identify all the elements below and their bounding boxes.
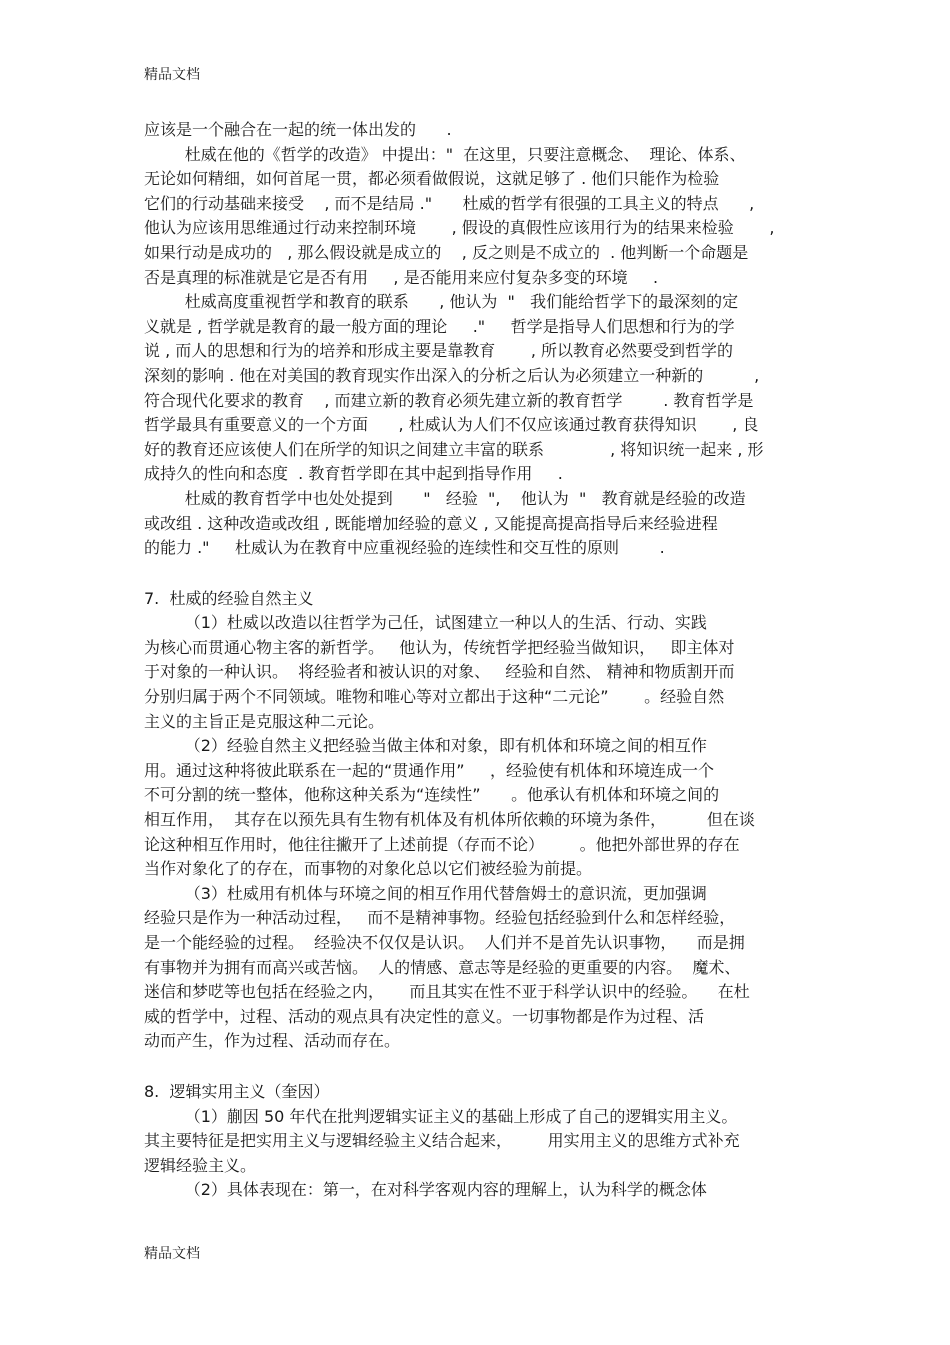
text-line: 为核心而贯通心物主客的新哲学。 他认为，传统哲学把经验当做知识， 即主体对 — [144, 637, 735, 657]
text-line: 否是真理的标准就是它是否有用 , 是否能用来应付复杂多变的环境 . — [144, 267, 659, 287]
text-line: （1）杜威以改造以往哲学为己任，试图建立一种以人的生活、行动、实践 — [144, 613, 707, 633]
text-line: 无论如何精细，如何首尾一贯，都必须看做假说，这就足够了 . 他们只能作为检验 — [144, 169, 720, 189]
text-line: 逻辑经验主义。 — [144, 1155, 257, 1175]
text-line: （3）杜威用有机体与环境之间的相互作用代替詹姆士的意识流，更加强调 — [144, 883, 707, 903]
text-line: 当作对象化了的存在，而事物的对象化总以它们被经验为前提。 — [144, 859, 593, 879]
text-line: （1）蒯因 50 年代在批判逻辑实证主义的基础上形成了自己的逻辑实用主义。 — [144, 1106, 738, 1126]
text-line: 他认为应该用思维通过行动来控制环境 , 假设的真假性应该用行为的结果来检验 , — [144, 218, 775, 238]
section-7-body — [144, 611, 824, 1054]
text-line: 用。通过这种将彼此联系在一起的“贯通作用” ，经验使有机体和环境连成一个 — [144, 760, 715, 780]
text-line: 好的教育还应该使人们在所学的知识之间建立丰富的联系 , 将知识统一起来 , 形 — [144, 439, 764, 459]
text-line: 成持久的性向和态度 . 教育哲学即在其中起到指导作用 . — [144, 464, 563, 484]
text-line: 有事物并为拥有而高兴或苦恼。 人的情感、意志等是经验的更重要的内容。 魔术、 — [144, 957, 741, 977]
text-line: 其主要特征是把实用主义与逻辑经验主义结合起来， 用实用主义的思维方式补充 — [144, 1131, 740, 1151]
text-line: 哲学最具有重要意义的一个方面 , 杜威认为人们不仅应该通过教育获得知识 , 良 — [144, 415, 759, 435]
page-header: 精品文档 — [144, 67, 200, 83]
document-body — [144, 118, 824, 1203]
text-line: 经验只是作为一种活动过程， 而不是精神事物。经验包括经验到什么和怎样经验， — [144, 908, 736, 928]
text-line: 杜威在他的《哲学的改造》 中提出：" 在这里，只要注意概念、 理论、体系、 — [144, 144, 746, 164]
text-line: 是一个能经验的过程。 经验决不仅仅是认识。 人们并不是首先认识事物， 而是拥 — [144, 933, 745, 952]
text-line: 义就是 , 哲学就是教育的最一般方面的理论 ." 哲学是指导人们思想和行为的学 — [144, 316, 735, 336]
section-8-body — [144, 1105, 824, 1203]
text-line: 符合现代化要求的教育 , 而建立新的教育必须先建立新的教育哲学 . 教育哲学是 — [144, 390, 754, 410]
text-line: 如果行动是成功的 , 那么假设就是成立的 , 反之则是不成立的 . 他判断一个命题是 — [144, 242, 749, 262]
text-line: 动而产生，作为过程、活动而存在。 — [144, 1031, 401, 1051]
text-line: 应该是一个融合在一起的统一体出发的 . — [144, 120, 452, 139]
page-footer: 精品文档 — [144, 1246, 200, 1262]
text-line: 分别归属于两个不同领域。唯物和唯心等对立都出于这种“二元论” 。经验自然 — [144, 687, 725, 707]
text-line: 杜威高度重视哲学和教育的联系 , 他认为 " 我们能给哲学下的最深刻的定 — [144, 292, 739, 312]
text-line: 杜威的教育哲学中也处处提到 " 经验 ", 他认为 " 教育就是经验的改造 — [144, 488, 746, 508]
text-line: 深刻的影响 . 他在对美国的教育现实作出深入的分析之后认为必须建立一种新的 , — [144, 365, 760, 385]
text-line: 论这种相互作用时，他往往撇开了上述前提（存而不论） 。他把外部世界的存在 — [144, 834, 740, 854]
text-line: 或改组 . 这种改造或改组 , 既能增加经验的意义 , 又能提高提高指导后来经验进程 — [144, 513, 718, 533]
text-line: 相互作用， 其存在以预先具有生物有机体及有机体所依赖的环境为条件， 但在谈 — [144, 810, 755, 830]
text-line: （2）经验自然主义把经验当做主体和对象，即有机体和环境之间的相互作 — [144, 736, 707, 756]
text-line: （2）具体表现在：第一，在对科学客观内容的理解上，认为科学的概念体 — [144, 1180, 707, 1200]
section-gap — [144, 1054, 824, 1080]
section-heading-8: 8. 逻辑实用主义（奎因） — [144, 1081, 330, 1101]
text-line: 威的哲学中，过程、活动的观点具有决定性的意义。一切事物都是作为过程、活 — [144, 1006, 705, 1026]
text-line: 说 , 而人的思想和行为的培养和形成主要是靠教育 , 所以教育必然要受到哲学的 — [144, 341, 734, 361]
text-line: 迷信和梦呓等也包括在经验之内， 而且其实在性不亚于科学认识中的经验。 在杜 — [144, 982, 750, 1002]
section-gap — [144, 561, 824, 587]
text-line: 它们的行动基础来接受 , 而不是结局 ." 杜威的哲学有很强的工具主义的特点 , — [144, 193, 755, 213]
text-line: 于对象的一种认识。 将经验者和被认识的对象、 经验和自然、 精神和物质割开而 — [144, 662, 735, 682]
text-line: 不可分割的统一整体，他称这种关系为“连续性” 。他承认有机体和环境之间的 — [144, 785, 720, 805]
paragraph-block-dewey-education — [144, 118, 824, 561]
section-heading-7: 7. 杜威的经验自然主义 — [144, 588, 314, 608]
text-line: 的能力 ." 杜威认为在教育中应重视经验的连续性和交互性的原则 . — [144, 538, 665, 558]
text-line: 主义的主旨正是克服这种二元论。 — [144, 711, 385, 731]
